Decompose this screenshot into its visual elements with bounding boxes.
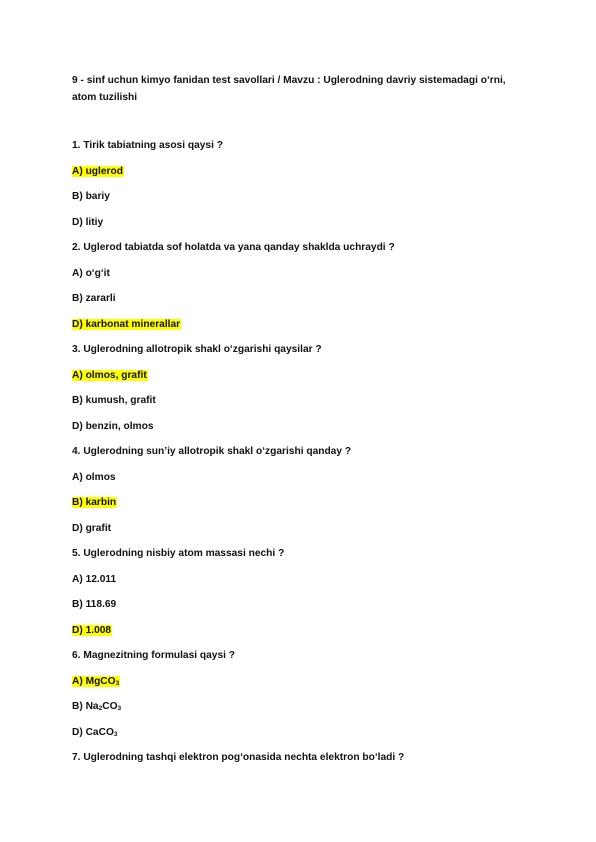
answer-highlight: A) olmos, grafit	[72, 369, 147, 381]
answer-highlight: A) MgCO$_3$	[72, 675, 120, 687]
question-1-text: 1. Tirik tabiatning asosi qaysi ?	[72, 140, 223, 151]
question-2-text: 2. Uglerod tabiatda sof holatda va yana qanday shaklda uchraydi ?	[72, 242, 395, 253]
question-3-text: 3. Uglerodning allotropik shakl o‘zgarishi qaysilar ?	[72, 344, 322, 355]
question-6-option-a	[72, 675, 532, 688]
question-1-option-b: B) bariy	[72, 191, 110, 202]
question-4-option-a: A) olmos	[72, 471, 116, 483]
answer-highlight: B) karbin	[72, 497, 117, 508]
question-1-option-a	[72, 165, 532, 178]
answer-highlight: D) 1.008	[72, 624, 112, 636]
question-5-option-d	[72, 624, 532, 637]
question-3-option-b: B) kumush, grafit	[72, 395, 156, 406]
question-4-option-d: D) grafit	[72, 522, 112, 534]
question-2-option-d	[72, 318, 532, 331]
question-6-option-b: B) $Na_2CO_3$	[72, 701, 122, 712]
answer-highlight: A) uglerod	[72, 165, 123, 177]
question-5-text: 5. Uglerodning nisbiy atom massasi nechi ?	[72, 548, 285, 559]
document-title: 9 - sinf uchun kimyo fanidan test savollari / Mavzu : Uglerodning davriy sistemadagi o‘rni, atom tuzilishi	[72, 75, 506, 103]
question-2-option-a: A) o‘g‘it	[72, 267, 110, 279]
question-6-text: 6. Magnezitning formulasi qaysi ?	[72, 650, 236, 661]
question-5-option-b: B) 118.69	[72, 599, 117, 610]
question-1-option-d: D) litiy	[72, 216, 104, 228]
question-list	[72, 139, 532, 777]
answer-highlight: D) karbonat minerallar	[72, 318, 181, 330]
question-6-option-d: D) CaCO$_3$	[72, 726, 118, 738]
question-4-option-b	[72, 496, 532, 509]
question-2-option-b: B) zararli	[72, 293, 116, 304]
question-3-option-d: D) benzin, olmos	[72, 420, 154, 432]
question-7-text: 7. Uglerodning tashqi elektron pog‘onasida nechta elektron bo‘ladi ?	[72, 752, 405, 763]
question-3-option-a	[72, 369, 532, 382]
question-5-option-a: A) 12.011	[72, 573, 117, 585]
question-4-text: 4. Uglerodning sun’iy allotropik shakl o‘zgarishi qanday ?	[72, 446, 352, 457]
